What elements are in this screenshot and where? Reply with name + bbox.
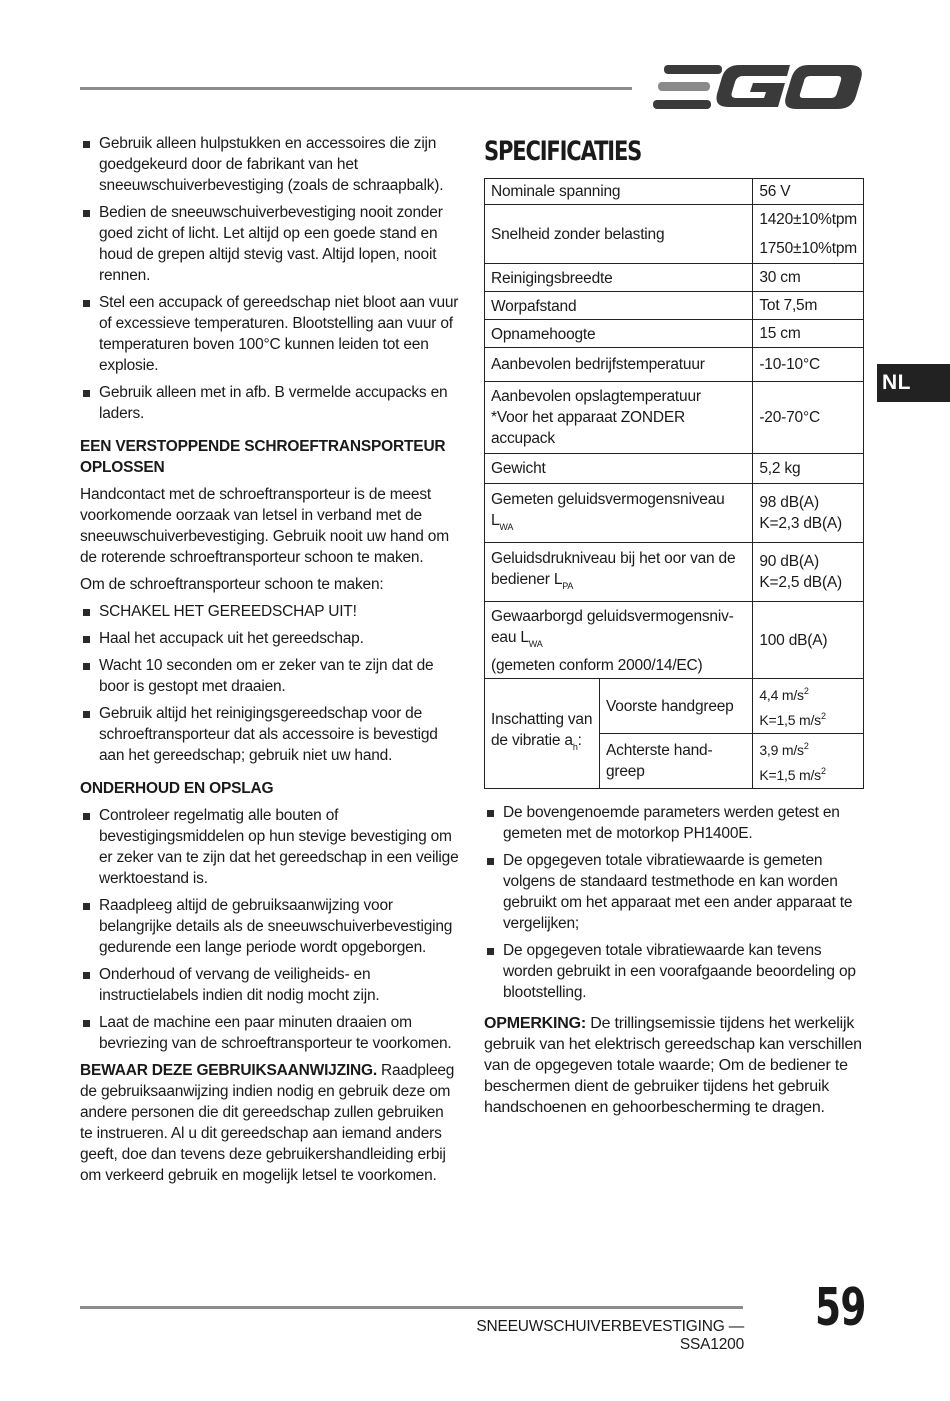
page-number: 59 — [815, 1278, 866, 1338]
auger-steps-list — [80, 601, 460, 766]
spec-value-line — [759, 681, 857, 706]
list-item: SCHAKEL HET GEREEDSCHAP UIT! — [80, 601, 460, 622]
spec-value — [753, 484, 864, 543]
spec-notes-list — [484, 802, 864, 1003]
spec-label: Nominale spanning — [485, 179, 753, 205]
spec-label — [485, 602, 753, 679]
spec-label-text: de vibratie a — [491, 732, 573, 749]
spec-value: Tot 7,5m — [753, 292, 864, 320]
spec-label: Worpafstand — [485, 292, 753, 320]
spec-value-text: K=1,5 m/s — [759, 712, 821, 728]
list-item: Gebruik alleen hulpstukken en accessoires die zijn goedgekeurd door de fabrikant van het sneeuwschuiverbevestiging (zoals de schraapbalk). — [80, 133, 460, 196]
spec-label-line: Gemeten geluidsvermogensniveau — [491, 491, 725, 508]
table-row — [485, 382, 864, 454]
spec-label: Opnamehoogte — [485, 320, 753, 348]
list-item: Wacht 10 seconden om er zeker van te zijn dat de boor is gestopt met draaien. — [80, 655, 460, 697]
subscript: PA — [562, 581, 574, 591]
superscript: 2 — [803, 741, 809, 751]
list-item: De opgegeven totale vibratiewaarde is gemeten volgens de standaard testmethode en kan worden gebruikt om het apparaat met een ander apparaat te vergelijken; — [484, 850, 864, 934]
spec-label-line: (gemeten conform 2000/14/EC) — [491, 657, 703, 674]
spec-value: 30 cm — [753, 264, 864, 292]
spec-sublabel-text: Achterste hand-greep — [606, 742, 713, 780]
spec-label-line: *Voor het apparaat ZONDER — [491, 409, 686, 426]
superscript: 2 — [820, 711, 826, 721]
safety-list — [80, 133, 460, 424]
spec-value: 1420±10%tpm — [753, 205, 864, 233]
spec-label — [485, 679, 600, 789]
ego-logo — [650, 62, 865, 112]
list-item: Onderhoud of vervang de veiligheids- en instructielabels indien dit nodig mocht zijn. — [80, 964, 460, 1006]
spec-label: Gewicht — [485, 454, 753, 484]
table-row — [485, 602, 864, 679]
spec-value-line: 98 dB(A) — [759, 494, 819, 511]
spec-value: 1750±10%tpm — [753, 232, 864, 264]
spec-label: Aanbevolen bedrijfstemperatuur — [485, 348, 753, 382]
table-row — [485, 264, 864, 292]
spec-value-line: K=2,3 dB(A) — [759, 515, 843, 532]
list-item: Gebruik alleen met in afb. B vermelde accupacks en laders. — [80, 382, 460, 424]
table-row — [485, 679, 864, 734]
spec-value-text: 3,9 m/s — [759, 742, 804, 758]
spec-label-text: eau L — [491, 629, 529, 646]
spec-value-line — [759, 736, 857, 761]
table-row — [485, 292, 864, 320]
spec-value: 15 cm — [753, 320, 864, 348]
left-column — [80, 133, 460, 1192]
spec-label-line — [491, 627, 746, 655]
table-row — [485, 543, 864, 602]
note-paragraph — [484, 1013, 864, 1118]
spec-label — [485, 543, 753, 602]
footer-rule — [80, 1306, 743, 1309]
list-item: Bedien de sneeuwschuiverbevestiging nooit zonder goed zicht of licht. Let altijd op een goede stand en houd de grepen altijd stevig vast. Altijd lopen, nooit rennen. — [80, 202, 460, 286]
list-item: Stel een accupack of gereedschap niet bloot aan vuur of excessieve temperaturen. Blootstelling aan vuur of temperaturen boven 100°C kunnen leiden tot een explosie. — [80, 292, 460, 376]
subscript: h — [572, 742, 578, 752]
spec-label-line: Gewaarborgd geluidsvermogensniv- — [491, 608, 734, 625]
list-item: De bovengenoemde parameters werden getest en gemeten met de motorkop PH1400E. — [484, 802, 864, 844]
right-column — [484, 133, 864, 1124]
spec-label-text: bediener L — [491, 571, 563, 588]
spec-value-line — [759, 761, 857, 786]
paragraph: Handcontact met de schroeftransporteur is de meest voorkomende oorzaak van letsel in verband met de sneeuwschuiverbevestiging. Gebruik nooit uw hand om de roterende schroeftransporteur schoon te maken. — [80, 486, 449, 566]
spec-label-line: Inschatting van — [491, 711, 593, 728]
symbol-l: L — [491, 512, 500, 529]
table-row — [485, 484, 864, 543]
list-item: De opgegeven totale vibratiewaarde kan tevens worden gebruikt in een voorafgaande beoordeling op blootstelling. — [484, 940, 864, 1003]
page-title: SPECIFICATIES — [484, 136, 642, 167]
table-row — [485, 348, 864, 382]
spec-table — [484, 178, 864, 789]
note-bold: OPMERKING: — [484, 1015, 587, 1032]
superscript: 2 — [820, 766, 826, 776]
spec-value — [753, 543, 864, 602]
spec-value: -10-10°C — [753, 348, 864, 382]
list-item: Gebruik altijd het reinigingsgereedschap voor de schroeftransporteur dat als accessoire is bevestigd aan het gereedschap; gebruik niet uw hand. — [80, 703, 460, 766]
spec-label: Snelheid zonder belasting — [485, 205, 753, 264]
spec-sublabel: Voorste handgreep — [600, 679, 753, 734]
list-item: Controleer regelmatig alle bouten of bevestigingsmiddelen op hun stevige bevestiging om er zeker van te zijn dat het gereedschap in een veilige werktoestand is. — [80, 805, 460, 889]
spec-value: 56 V — [753, 179, 864, 205]
spec-label-line: accupack — [491, 430, 555, 447]
subscript: WA — [499, 522, 514, 532]
footer-title: SNEEUWSCHUIVERBEVESTIGING — SSA1200 — [476, 1318, 744, 1353]
table-row — [485, 205, 864, 233]
note-text: De trillingsemissie tijdens het werkelijk gebruik van het elektrisch gereedschap kan verschillen van de opgegeven totale waarde; Om de bediener te beschermen dient de gebruiker tijdens het gebruik handschoenen en gehoorbescherming te dragen. — [484, 1015, 862, 1116]
spec-label-line — [491, 510, 746, 538]
spec-value-line: 90 dB(A) — [759, 553, 819, 570]
spec-value — [753, 679, 864, 734]
language-tab: NL — [877, 364, 950, 402]
section-heading-maintenance: ONDERHOUD EN OPSLAG — [80, 780, 274, 797]
spec-value-text: K=1,5 m/s — [759, 767, 821, 783]
header-rule — [80, 87, 632, 90]
spec-label-line: Geluidsdrukniveau bij het oor van de — [491, 550, 736, 567]
paragraph: Om de schroeftransporteur schoon te maken: — [80, 576, 384, 593]
spec-sublabel — [600, 734, 753, 789]
spec-label-line: Aanbevolen opslagtemperatuur — [491, 388, 701, 405]
spec-label — [485, 484, 753, 543]
maintenance-list — [80, 805, 460, 1054]
spec-label — [485, 382, 753, 454]
spec-value: 5,2 kg — [753, 454, 864, 484]
superscript: 2 — [803, 686, 809, 696]
list-item: Laat de machine een paar minuten draaien om bevriezing van de schroeftransporteur te voorkomen. — [80, 1012, 460, 1054]
spec-value: -20-70°C — [753, 382, 864, 454]
spec-label: Reinigingsbreedte — [485, 264, 753, 292]
closing-bold: BEWAAR DEZE GEBRUIKSAANWIJZING. — [80, 1062, 377, 1079]
list-item: Haal het accupack uit het gereedschap. — [80, 628, 460, 649]
spec-value: 100 dB(A) — [753, 602, 864, 679]
list-item: Raadpleeg altijd de gebruiksaanwijzing voor belangrijke details als de sneeuwschuiverbevestiging gedurende een lange periode wordt opgeborgen. — [80, 895, 460, 958]
section-heading-auger: EEN VERSTOPPENDE SCHROEFTRANSPORTEUR OPLOSSEN — [80, 438, 446, 476]
subscript: WA — [528, 639, 543, 649]
spec-value-line — [759, 706, 857, 731]
table-row — [485, 179, 864, 205]
table-row — [485, 320, 864, 348]
spec-label-line — [491, 569, 746, 597]
spec-value — [753, 734, 864, 789]
closing-text: Raadpleeg de gebruiksaanwijzing indien nodig en gebruik deze om andere personen die dit gereedschap zullen gebruiken te instrueren. Al u dit gereedschap aan iemand anders geeft, doe dan tevens deze gebruikershandleiding erbij om verkeerd gebruik en mogelijk letsel te voorkomen. — [80, 1062, 455, 1184]
spec-value-line: K=2,5 dB(A) — [759, 574, 843, 591]
spec-label-line — [491, 730, 593, 758]
table-row — [485, 454, 864, 484]
closing-paragraph — [80, 1060, 460, 1186]
spec-label-text: : — [577, 732, 582, 749]
spec-value-text: 4,4 m/s — [759, 687, 804, 703]
